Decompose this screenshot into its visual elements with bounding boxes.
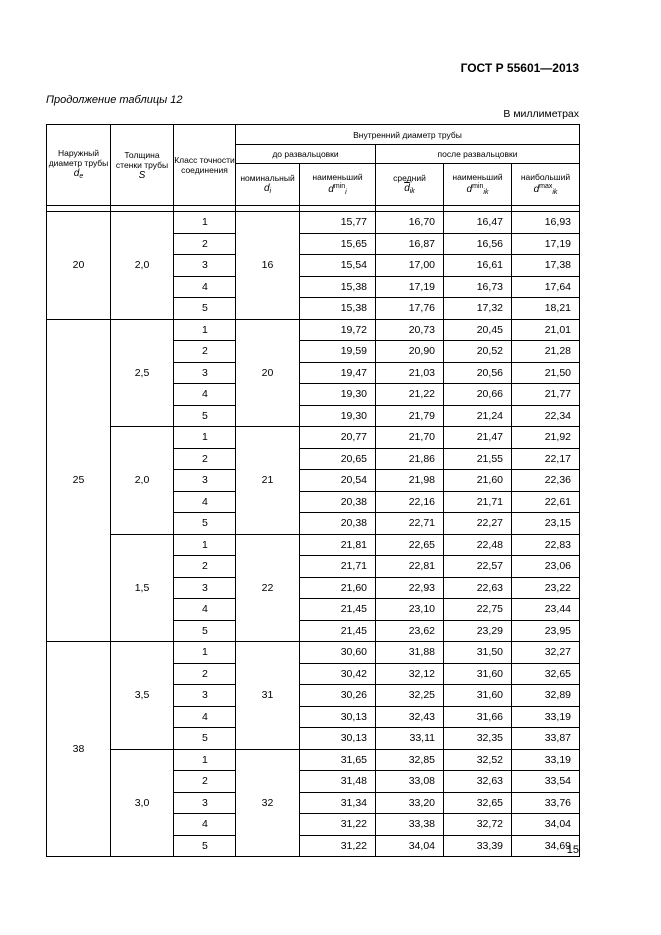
average-after-cell: 23,62 [376,620,444,642]
average-after-cell: 17,76 [376,298,444,320]
accuracy-class-cell: 1 [174,212,236,234]
min-after-cell: 20,56 [444,362,512,384]
max-after-cell: 18,21 [512,298,580,320]
min-after-cell: 21,55 [444,448,512,470]
min-before-cell: 31,65 [300,749,376,771]
accuracy-class-cell: 2 [174,771,236,793]
average-after-cell: 23,10 [376,599,444,621]
min-after-cell: 17,32 [444,298,512,320]
min-before-cell: 19,30 [300,405,376,427]
accuracy-class-cell: 3 [174,255,236,277]
max-after-cell: 33,54 [512,771,580,793]
header-max-after: наибольший $d^{max}_{ik}$ [512,164,580,206]
accuracy-class-cell: 2 [174,341,236,363]
table-row [47,427,580,449]
header-accuracy-class: Класс точности соединения [174,125,236,206]
header-min-after: наименьший $d^{min}_{ik}$ [444,164,512,206]
outer-diameter-cell: 25 [47,319,111,642]
max-after-cell: 33,19 [512,749,580,771]
accuracy-class-cell: 2 [174,556,236,578]
min-after-cell: 16,73 [444,276,512,298]
average-after-cell: 21,98 [376,470,444,492]
outer-diameter-cell: 38 [47,642,111,857]
accuracy-class-cell: 3 [174,685,236,707]
min-after-cell: 16,56 [444,233,512,255]
accuracy-class-cell: 4 [174,276,236,298]
average-after-cell: 33,20 [376,792,444,814]
min-after-cell: 21,60 [444,470,512,492]
max-after-cell: 21,50 [512,362,580,384]
min-before-cell: 20,38 [300,513,376,535]
outer-diameter-cell: 20 [47,212,111,320]
average-after-cell: 31,88 [376,642,444,664]
wall-thickness-cell: 2,0 [111,212,174,320]
accuracy-class-cell: 4 [174,814,236,836]
document-code: ГОСТ Р 55601—2013 [460,61,579,75]
table-row [47,319,580,341]
header-after-flaring: после развальцовки [376,145,580,164]
average-after-cell: 32,43 [376,706,444,728]
min-before-cell: 21,60 [300,577,376,599]
accuracy-class-cell: 5 [174,298,236,320]
max-after-cell: 22,34 [512,405,580,427]
min-before-cell: 21,45 [300,599,376,621]
min-before-cell: 30,13 [300,728,376,750]
accuracy-class-cell: 1 [174,319,236,341]
accuracy-class-cell: 5 [174,835,236,857]
average-after-cell: 20,90 [376,341,444,363]
header-average: средний $\overline{d}_{ik}$ [376,164,444,206]
max-after-cell: 33,19 [512,706,580,728]
min-after-cell: 32,65 [444,792,512,814]
min-before-cell: 31,34 [300,792,376,814]
table-continuation-caption: Продолжение таблицы 12 [46,94,183,106]
header-before-flaring: до развальцовки [236,145,376,164]
accuracy-class-cell: 2 [174,448,236,470]
wall-thickness-cell: 3,5 [111,642,174,750]
table-row [47,534,580,556]
wall-thickness-cell: 3,0 [111,749,174,857]
accuracy-class-cell: 1 [174,749,236,771]
min-after-cell: 32,63 [444,771,512,793]
max-after-cell: 22,61 [512,491,580,513]
average-after-cell: 22,81 [376,556,444,578]
nominal-diameter-cell: 32 [236,749,300,857]
average-after-cell: 32,12 [376,663,444,685]
min-after-cell: 21,71 [444,491,512,513]
table-row [47,749,580,771]
max-after-cell: 23,06 [512,556,580,578]
max-after-cell: 21,77 [512,384,580,406]
header-outer-diameter: Наружный диаметр трубы $d_e$ [47,125,111,206]
max-after-cell: 33,87 [512,728,580,750]
min-after-cell: 16,47 [444,212,512,234]
min-after-cell: 22,48 [444,534,512,556]
average-after-cell: 21,70 [376,427,444,449]
min-before-cell: 21,81 [300,534,376,556]
nominal-diameter-cell: 22 [236,534,300,642]
min-before-cell: 31,22 [300,814,376,836]
min-before-cell: 15,38 [300,298,376,320]
nominal-diameter-cell: 20 [236,319,300,427]
units-caption: В миллиметрах [503,108,579,120]
max-after-cell: 23,22 [512,577,580,599]
nominal-diameter-cell: 16 [236,212,300,320]
max-after-cell: 32,89 [512,685,580,707]
min-before-cell: 21,45 [300,620,376,642]
max-after-cell: 21,92 [512,427,580,449]
average-after-cell: 33,11 [376,728,444,750]
average-after-cell: 21,22 [376,384,444,406]
min-before-cell: 20,65 [300,448,376,470]
average-after-cell: 22,65 [376,534,444,556]
average-after-cell: 21,03 [376,362,444,384]
max-after-cell: 22,83 [512,534,580,556]
min-before-cell: 31,22 [300,835,376,857]
max-after-cell: 32,27 [512,642,580,664]
average-after-cell: 21,86 [376,448,444,470]
wall-thickness-cell: 2,5 [111,319,174,427]
min-after-cell: 32,52 [444,749,512,771]
average-after-cell: 22,93 [376,577,444,599]
average-after-cell: 33,08 [376,771,444,793]
header-wall-thickness: Толщина стенки трубы S [111,125,174,206]
average-after-cell: 32,85 [376,749,444,771]
header-min-before: наименьший $d^{min}_i$ [300,164,376,206]
min-before-cell: 20,77 [300,427,376,449]
min-after-cell: 20,52 [444,341,512,363]
min-after-cell: 21,47 [444,427,512,449]
max-after-cell: 33,76 [512,792,580,814]
min-before-cell: 19,30 [300,384,376,406]
min-after-cell: 32,72 [444,814,512,836]
max-after-cell: 23,44 [512,599,580,621]
max-after-cell: 16,93 [512,212,580,234]
min-before-cell: 31,48 [300,771,376,793]
min-after-cell: 16,61 [444,255,512,277]
average-after-cell: 16,87 [376,233,444,255]
max-after-cell: 17,19 [512,233,580,255]
page-number: 15 [566,844,579,856]
max-after-cell: 21,01 [512,319,580,341]
average-after-cell: 34,04 [376,835,444,857]
accuracy-class-cell: 2 [174,233,236,255]
accuracy-class-cell: 3 [174,470,236,492]
max-after-cell: 34,69 [512,835,580,857]
min-after-cell: 31,50 [444,642,512,664]
min-after-cell: 31,60 [444,685,512,707]
min-after-cell: 33,39 [444,835,512,857]
accuracy-class-cell: 4 [174,491,236,513]
accuracy-class-cell: 4 [174,384,236,406]
table-row [47,212,580,234]
min-before-cell: 20,54 [300,470,376,492]
min-before-cell: 19,59 [300,341,376,363]
accuracy-class-cell: 4 [174,599,236,621]
max-after-cell: 22,36 [512,470,580,492]
min-after-cell: 32,35 [444,728,512,750]
min-before-cell: 15,38 [300,276,376,298]
min-before-cell: 20,38 [300,491,376,513]
average-after-cell: 33,38 [376,814,444,836]
min-after-cell: 21,24 [444,405,512,427]
accuracy-class-cell: 3 [174,362,236,384]
accuracy-class-cell: 5 [174,405,236,427]
min-before-cell: 15,54 [300,255,376,277]
min-after-cell: 22,57 [444,556,512,578]
min-before-cell: 30,13 [300,706,376,728]
max-after-cell: 23,95 [512,620,580,642]
average-after-cell: 16,70 [376,212,444,234]
max-after-cell: 21,28 [512,341,580,363]
min-before-cell: 21,71 [300,556,376,578]
nominal-diameter-cell: 21 [236,427,300,535]
min-before-cell: 19,72 [300,319,376,341]
accuracy-class-cell: 4 [174,706,236,728]
accuracy-class-cell: 3 [174,792,236,814]
max-after-cell: 17,38 [512,255,580,277]
accuracy-class-cell: 5 [174,728,236,750]
header-nominal: номинальный $d_i$ [236,164,300,206]
min-after-cell: 20,66 [444,384,512,406]
nominal-diameter-cell: 31 [236,642,300,750]
accuracy-class-cell: 1 [174,534,236,556]
dimensions-table [46,124,580,857]
min-before-cell: 15,65 [300,233,376,255]
average-after-cell: 32,25 [376,685,444,707]
min-before-cell: 30,60 [300,642,376,664]
wall-thickness-cell: 2,0 [111,427,174,535]
min-after-cell: 22,75 [444,599,512,621]
average-after-cell: 17,00 [376,255,444,277]
min-before-cell: 19,47 [300,362,376,384]
min-before-cell: 30,42 [300,663,376,685]
average-after-cell: 21,79 [376,405,444,427]
average-after-cell: 22,71 [376,513,444,535]
min-after-cell: 31,66 [444,706,512,728]
header-inner-diameter: Внутренний диаметр трубы [236,125,580,145]
min-before-cell: 15,77 [300,212,376,234]
accuracy-class-cell: 5 [174,513,236,535]
average-after-cell: 17,19 [376,276,444,298]
accuracy-class-cell: 1 [174,642,236,664]
accuracy-class-cell: 2 [174,663,236,685]
min-before-cell: 30,26 [300,685,376,707]
accuracy-class-cell: 1 [174,427,236,449]
min-after-cell: 31,60 [444,663,512,685]
max-after-cell: 22,17 [512,448,580,470]
max-after-cell: 32,65 [512,663,580,685]
min-after-cell: 22,27 [444,513,512,535]
min-after-cell: 23,29 [444,620,512,642]
min-after-cell: 20,45 [444,319,512,341]
max-after-cell: 17,64 [512,276,580,298]
accuracy-class-cell: 3 [174,577,236,599]
max-after-cell: 23,15 [512,513,580,535]
min-after-cell: 22,63 [444,577,512,599]
accuracy-class-cell: 5 [174,620,236,642]
average-after-cell: 20,73 [376,319,444,341]
max-after-cell: 34,04 [512,814,580,836]
wall-thickness-cell: 1,5 [111,534,174,642]
average-after-cell: 22,16 [376,491,444,513]
table-row [47,642,580,664]
